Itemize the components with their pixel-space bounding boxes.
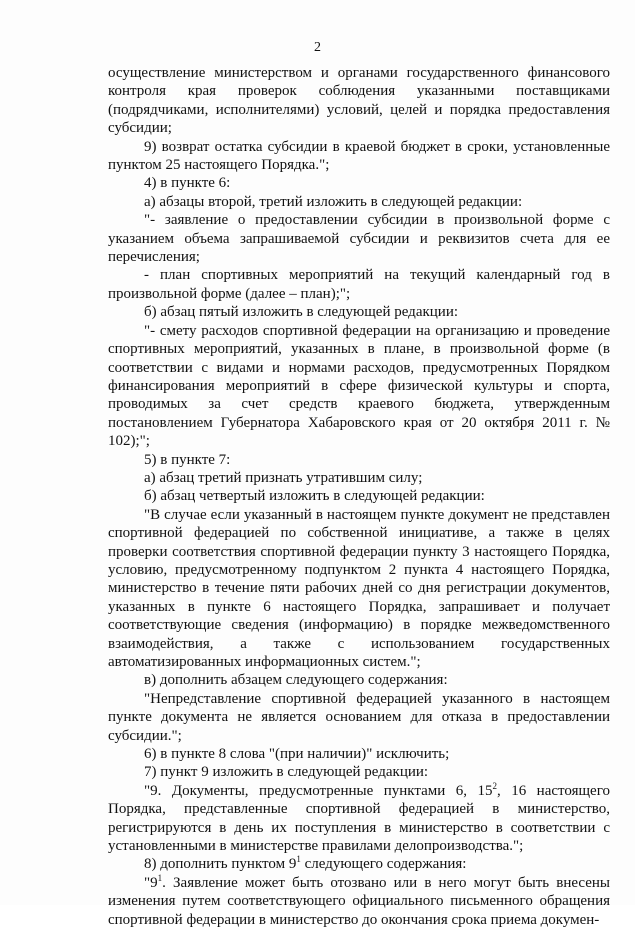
- paragraph: б) абзац пятый изложить в следующей редакции:: [144, 304, 459, 321]
- paragraph: [108, 855, 610, 873]
- page-number: 2: [314, 40, 321, 55]
- paragraph-text: , 16 настоящего Порядка, представленные спортивной федерацией в министерство, регистрируются в день их поступления в министерство в соответствии с установленными в министерстве правилами делопроизводства.";: [108, 782, 610, 855]
- paragraph: "- заявление о предоставлении субсидии в произвольной форме с указанием объема запрашиваемой субсидии и реквизитов счета для ее перечисления;: [108, 212, 610, 266]
- document-body: [108, 64, 610, 929]
- paragraph: в) дополнить абзацем следующего содержания:: [144, 672, 448, 689]
- paragraph: 5) в пункте 7:: [144, 451, 231, 468]
- paragraph-text: 8) дополнить пунктом 9: [144, 856, 297, 873]
- paragraph: осуществление министерством и органами государственного финансового контроля края проверок соблюдения указанными поставщиками (подрядчиками, исполнителями) условий, целей и порядка предоставления субсидии;: [108, 65, 610, 137]
- paragraph-text: "9: [144, 874, 158, 891]
- superscript: 2: [492, 780, 497, 791]
- paragraph: [108, 782, 610, 856]
- superscript: 1: [296, 854, 301, 865]
- paragraph: - план спортивных мероприятий на текущий календарный год в произвольной форме (далее – план);";: [108, 267, 610, 302]
- superscript: 1: [157, 872, 163, 883]
- paragraph-text: следующего содержания:: [300, 856, 467, 873]
- paragraph: 9) возврат остатка субсидии в краевой бюджет в сроки, установленные пунктом 25 настоящего Порядка.";: [108, 138, 610, 174]
- paragraph: 7) пункт 9 изложить в следующей редакции:: [144, 764, 429, 781]
- paragraph: "В случае если указанный в настоящем пункте документ не представлен спортивной федерацией по собственной инициативе, а также в целях проверки соответствия спортивной федерации пункту 3 настоящего Порядка, условию, предусмотренному подпунктом 2 пункта 4 настоящего Порядка, министерство в течение пяти рабочих дней со дня регистрации документов, указанных в пункте 6 настоящего Порядка, запрашивает и получает соответствующие сведения (информацию) в порядке межведомственного взаимодействия, а также с использованием государственных автоматизированных информационных систем.";: [108, 506, 610, 670]
- paragraph: "- смету расходов спортивной федерации на организацию и проведение спортивных мероприятий, указанных в плане, в произвольной форме (в соответствии с видами и нормами расходов, предусмотренных Порядком финансирования мероприятий в сфере физической культуры и спорта, проводимых за счет средств краевого бюджета, утвержденным постановлением Губернатора Хабаровского края от 20 октября 2011 г. № 102);";: [108, 322, 610, 450]
- paragraph-text: "9. Документы, предусмотренные пунктами 6, 15: [144, 782, 493, 799]
- paragraph: 4) в пункте 6:: [144, 175, 231, 192]
- paragraph-text: . Заявление может быть отозвано или в него могут быть внесены изменения путем соответствующего официального письменного обращения спортивной федерации в министерство до окончания срока приема докумен-: [108, 874, 610, 928]
- paragraph: а) абзацы второй, третий изложить в следующей редакции:: [144, 193, 523, 210]
- paragraph: "Непредставление спортивной федерацией указанного в настоящем пункте документа не является основанием для отказа в предоставлении субсидии.";: [108, 690, 610, 744]
- paragraph: б) абзац четвертый изложить в следующей редакции:: [144, 488, 485, 505]
- paragraph: [108, 874, 610, 929]
- paragraph: а) абзац третий признать утратившим силу;: [144, 469, 423, 486]
- paragraph: 6) в пункте 8 слова "(при наличии)" исключить;: [144, 746, 450, 763]
